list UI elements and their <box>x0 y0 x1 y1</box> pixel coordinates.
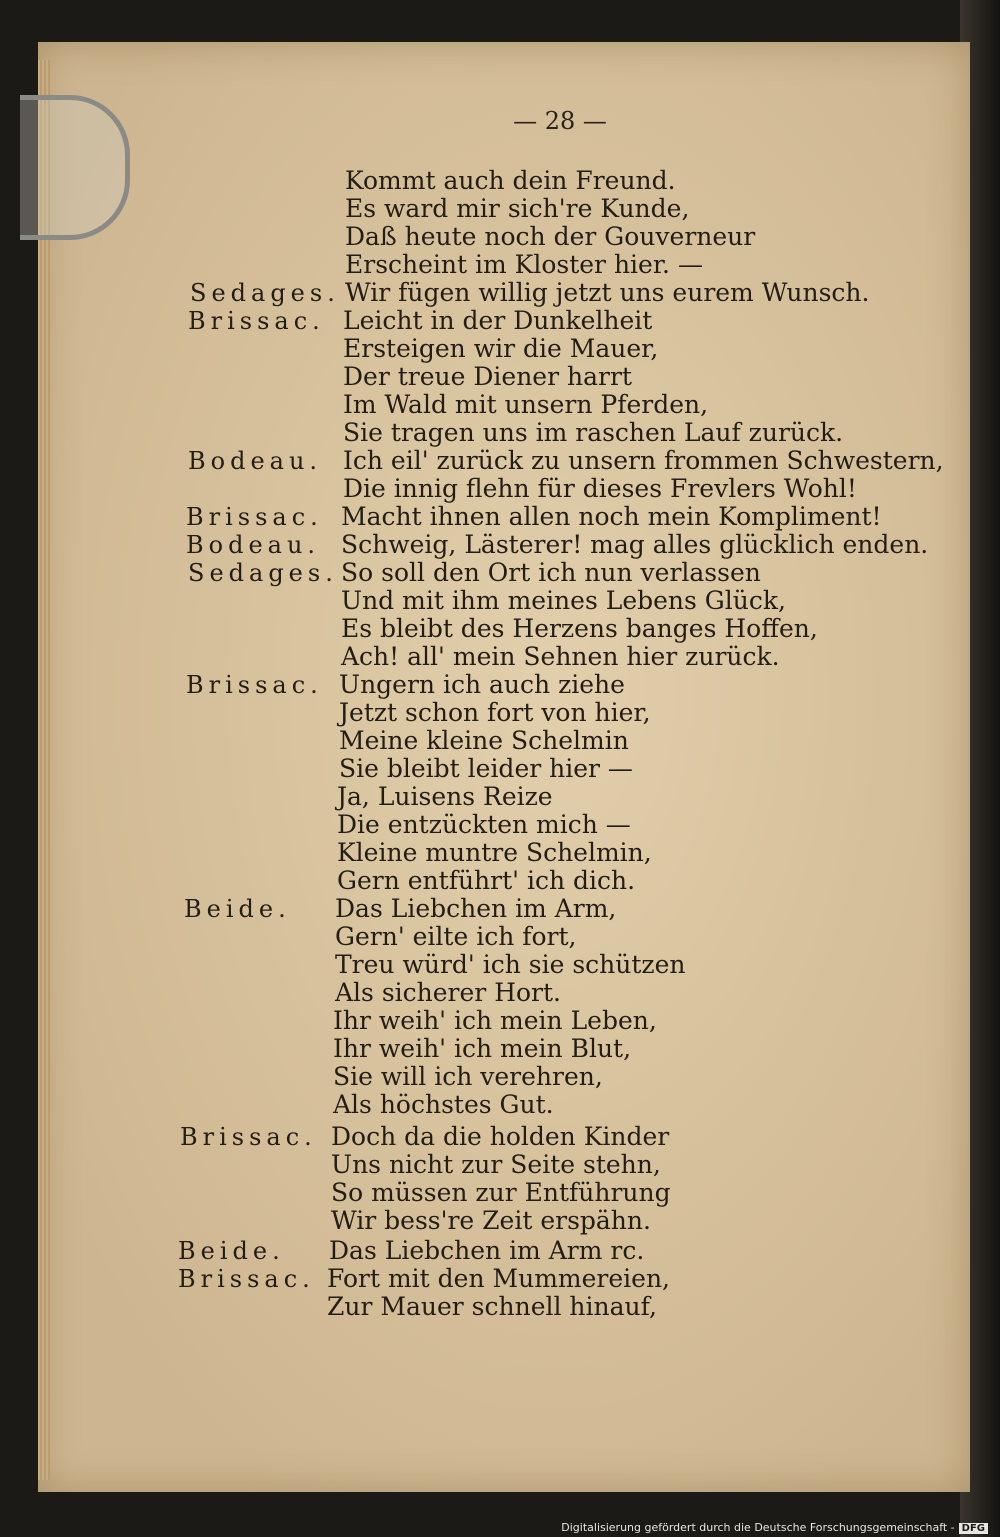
page-edge <box>38 60 50 1480</box>
speaker-label: Brissac. <box>186 671 323 699</box>
speaker-label: Bodeau. <box>186 531 321 559</box>
verse-line: Ich eil' zurück zu unsern frommen Schwestern, <box>343 446 944 475</box>
verse-line: Und mit ihm meines Lebens Glück, <box>341 586 786 615</box>
verse-line: Im Wald mit unsern Pferden, <box>343 390 709 419</box>
verse-line: Erscheint im Kloster hier. — <box>345 250 703 279</box>
verse-line: Treu würd' ich sie schützen <box>335 950 686 979</box>
verse-line: Ihr weih' ich mein Blut, <box>333 1034 632 1063</box>
verse-line: Gern' eilte ich fort, <box>335 922 577 951</box>
verse-line: Wir fügen willig jetzt uns eurem Wunsch. <box>345 278 870 307</box>
verse-line: Ungern ich auch ziehe <box>339 670 625 699</box>
verse-line: Fort mit den Mummereien, <box>327 1264 671 1293</box>
speaker-label: Brissac. <box>188 307 325 335</box>
verse-line: Doch da die holden Kinder <box>331 1122 670 1151</box>
verse-line: Als sicherer Hort. <box>335 978 561 1007</box>
page-number: — 28 — <box>513 107 607 135</box>
verse-line: Kommt auch dein Freund. <box>345 166 676 195</box>
verse-line: Schweig, Lästerer! mag alles glücklich enden. <box>341 530 929 559</box>
verse-line: Es bleibt des Herzens banges Hoffen, <box>341 614 818 643</box>
speaker-label: Bodeau. <box>188 447 323 475</box>
verse-line: Daß heute noch der Gouverneur <box>345 222 756 251</box>
verse-line: Zur Mauer schnell hinauf, <box>327 1292 657 1321</box>
verse-line: Ersteigen wir die Mauer, <box>343 334 659 363</box>
verse-line: Die entzückten mich — <box>337 810 631 839</box>
verse-line: Der treue Diener harrt <box>343 362 632 391</box>
speaker-label: Beide. <box>178 1237 285 1265</box>
speaker-label: Brissac. <box>178 1265 315 1293</box>
verse-line: Ach! all' mein Sehnen hier zurück. <box>341 642 780 671</box>
verse-line: Sie tragen uns im raschen Lauf zurück. <box>343 418 844 447</box>
speaker-label: Brissac. <box>186 503 323 531</box>
verse-line: Kleine muntre Schelmin, <box>337 838 652 867</box>
speaker-label: Brissac. <box>180 1123 317 1151</box>
verse-line: Uns nicht zur Seite stehn, <box>331 1150 661 1179</box>
verse-line: Ihr weih' ich mein Leben, <box>333 1006 657 1035</box>
verse-line: Als höchstes Gut. <box>333 1090 554 1119</box>
verse-line: So soll den Ort ich nun verlassen <box>341 558 761 587</box>
verse-line: Ja, Luisens Reize <box>337 782 553 811</box>
verse-line: Leicht in der Dunkelheit <box>343 306 653 335</box>
verse-line: Macht ihnen allen noch mein Kompliment! <box>341 502 882 531</box>
verse-line: Meine kleine Schelmin <box>339 726 629 755</box>
verse-line: Sie will ich verehren, <box>333 1062 603 1091</box>
speaker-label: Sedages. <box>188 559 338 587</box>
digitization-footer <box>561 1521 988 1534</box>
verse-line: Es ward mir sich're Kunde, <box>345 194 690 223</box>
verse-line: Das Liebchen im Arm, <box>335 894 617 923</box>
verse-line: Wir bess're Zeit erspähn. <box>331 1206 651 1235</box>
verse-line: Sie bleibt leider hier — <box>339 754 633 783</box>
verse-line: Das Liebchen im Arm rc. <box>329 1236 645 1265</box>
verse-line: Gern entführt' ich dich. <box>337 866 636 895</box>
speaker-label: Sedages. <box>190 279 340 307</box>
footer-text: Digitalisierung gefördert durch die Deutsche Forschungsgemeinschaft - <box>561 1521 955 1534</box>
verse-line: Jetzt schon fort von hier, <box>339 698 651 727</box>
dfg-logo: DFG <box>959 1523 988 1534</box>
verse-line: So müssen zur Entführung <box>331 1178 671 1207</box>
verse-line: Die innig flehn für dieses Frevlers Wohl! <box>343 474 857 503</box>
speaker-label: Beide. <box>184 895 291 923</box>
